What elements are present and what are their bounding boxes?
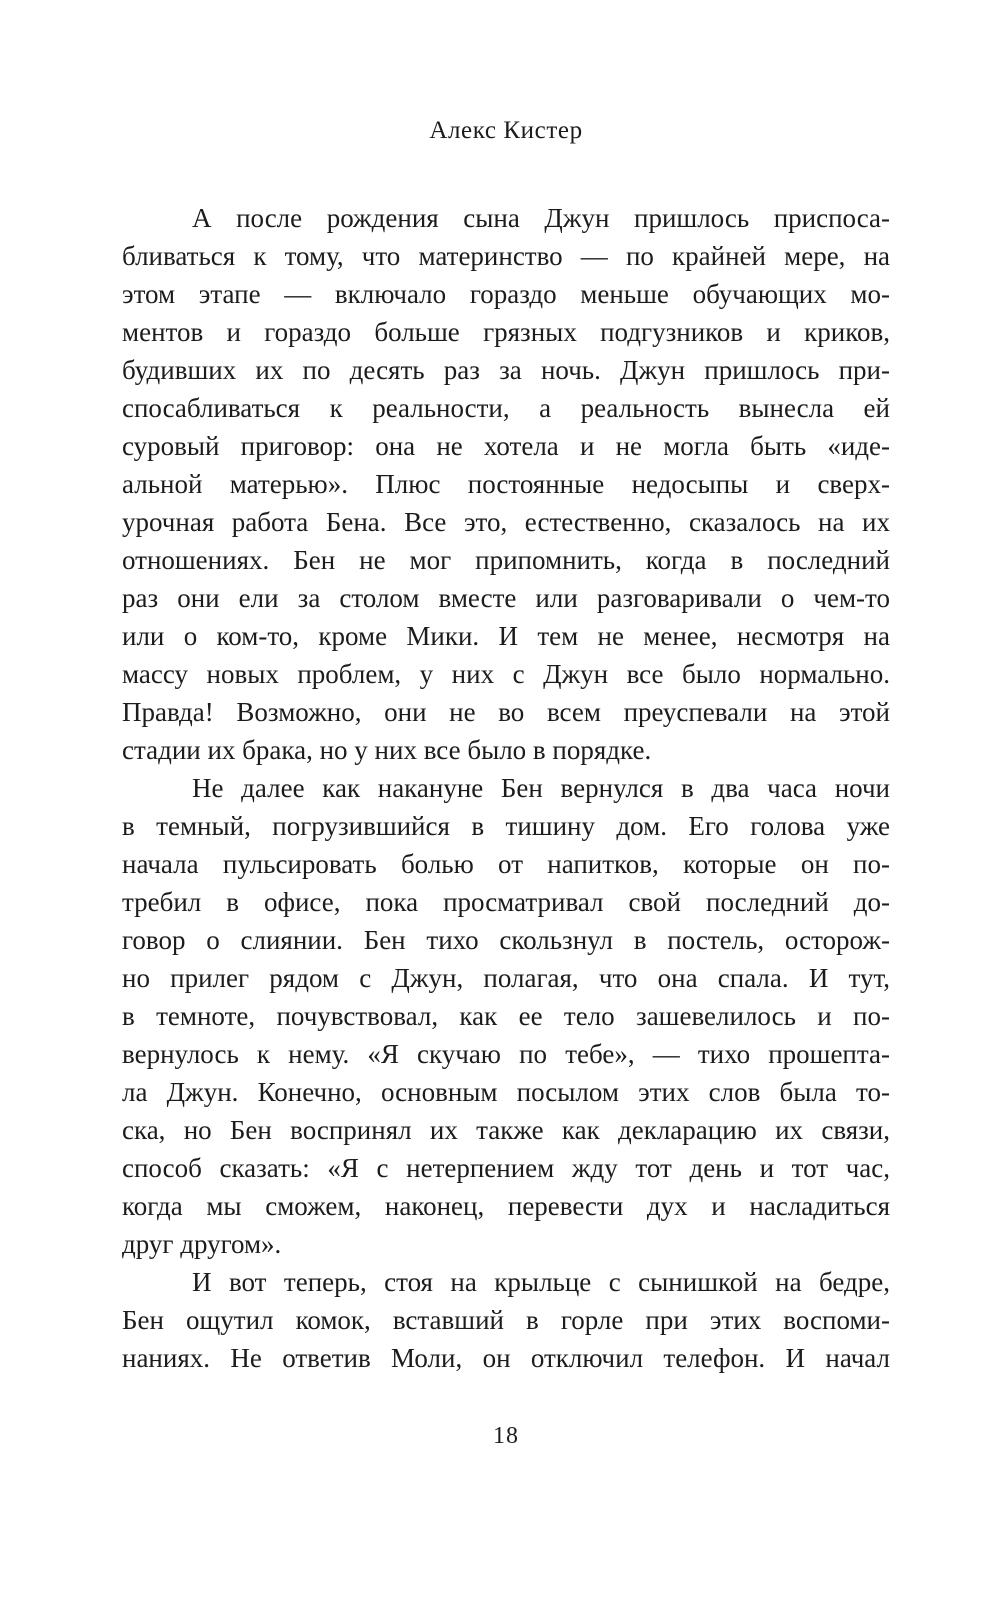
text-line: требил в офисе, пока просматривал свой последний до- [122,887,890,917]
body-text [122,199,890,1377]
text-line: И вот теперь, стоя на крыльце с сынишкой на бедре, [192,1267,890,1297]
text-line: ска, но Бен воспринял их также как декларацию их связи, [122,1115,890,1145]
text-line: ла Джун. Конечно, основным посылом этих слов была то- [122,1077,890,1107]
text-line: вернулось к нему. «Я скучаю по тебе», — тихо прошепта- [122,1039,890,1069]
text-line: Не далее как накануне Бен вернулся в два часа ночи [192,773,890,803]
text-line: способ сказать: «Я с нетерпением жду тот день и тот час, [122,1153,890,1183]
text-line: стадии их брака, но у них все было в порядке. [122,735,652,765]
text-line: в темный, погрузившийся в тишину дом. Его голова уже [122,811,890,841]
text-line: раз они ели за столом вместе или разговаривали о чем-то [122,583,890,613]
text-line: наниях. Не ответив Моли, он отключил телефон. И начал [122,1343,890,1373]
text-line: А после рождения сына Джун пришлось приспоса- [192,203,890,233]
text-line: спосабливаться к реальности, а реальность вынесла ей [122,393,890,423]
text-line: этом этапе — включало гораздо меньше обучающих мо- [122,279,890,309]
text-line: начала пульсировать болью от напитков, которые он по- [122,849,890,879]
paragraph [122,1263,890,1377]
text-line: но прилег рядом с Джун, полагая, что она спала. И тут, [122,963,890,993]
text-line: будивших их по десять раз за ночь. Джун пришлось при- [122,355,890,385]
text-line: друг другом». [122,1229,282,1259]
page-number: 18 [493,1423,519,1449]
text-line: или о ком-то, кроме Мики. И тем не менее, несмотря на [122,621,890,651]
text-line: Правда! Возможно, они не во всем преуспевали на этой [122,697,890,727]
paragraph [122,769,890,1263]
text-line: урочная работа Бена. Все это, естественно, сказалось на их [122,507,890,537]
text-line: в темноте, почувствовал, как ее тело зашевелилось и по- [122,1001,890,1031]
text-line: говор о слиянии. Бен тихо скользнул в постель, осторож- [122,925,890,955]
text-line: когда мы сможем, наконец, перевести дух и насладиться [122,1191,890,1221]
text-line: суровый приговор: она не хотела и не могла быть «иде- [122,431,890,461]
text-line: альной матерью». Плюс постоянные недосыпы и сверх- [122,469,890,499]
text-line: отношениях. Бен не мог припомнить, когда в последний [122,545,890,575]
running-header: Алекс Кистер [429,117,583,144]
text-line: бливаться к тому, что материнство — по крайней мере, на [122,241,890,271]
paragraph [122,199,890,769]
text-line: массу новых проблем, у них с Джун все было нормально. [122,659,890,689]
text-line: Бен ощутил комок, вставший в горле при этих воспоми- [122,1305,890,1335]
text-line: ментов и гораздо больше грязных подгузников и криков, [122,317,890,347]
